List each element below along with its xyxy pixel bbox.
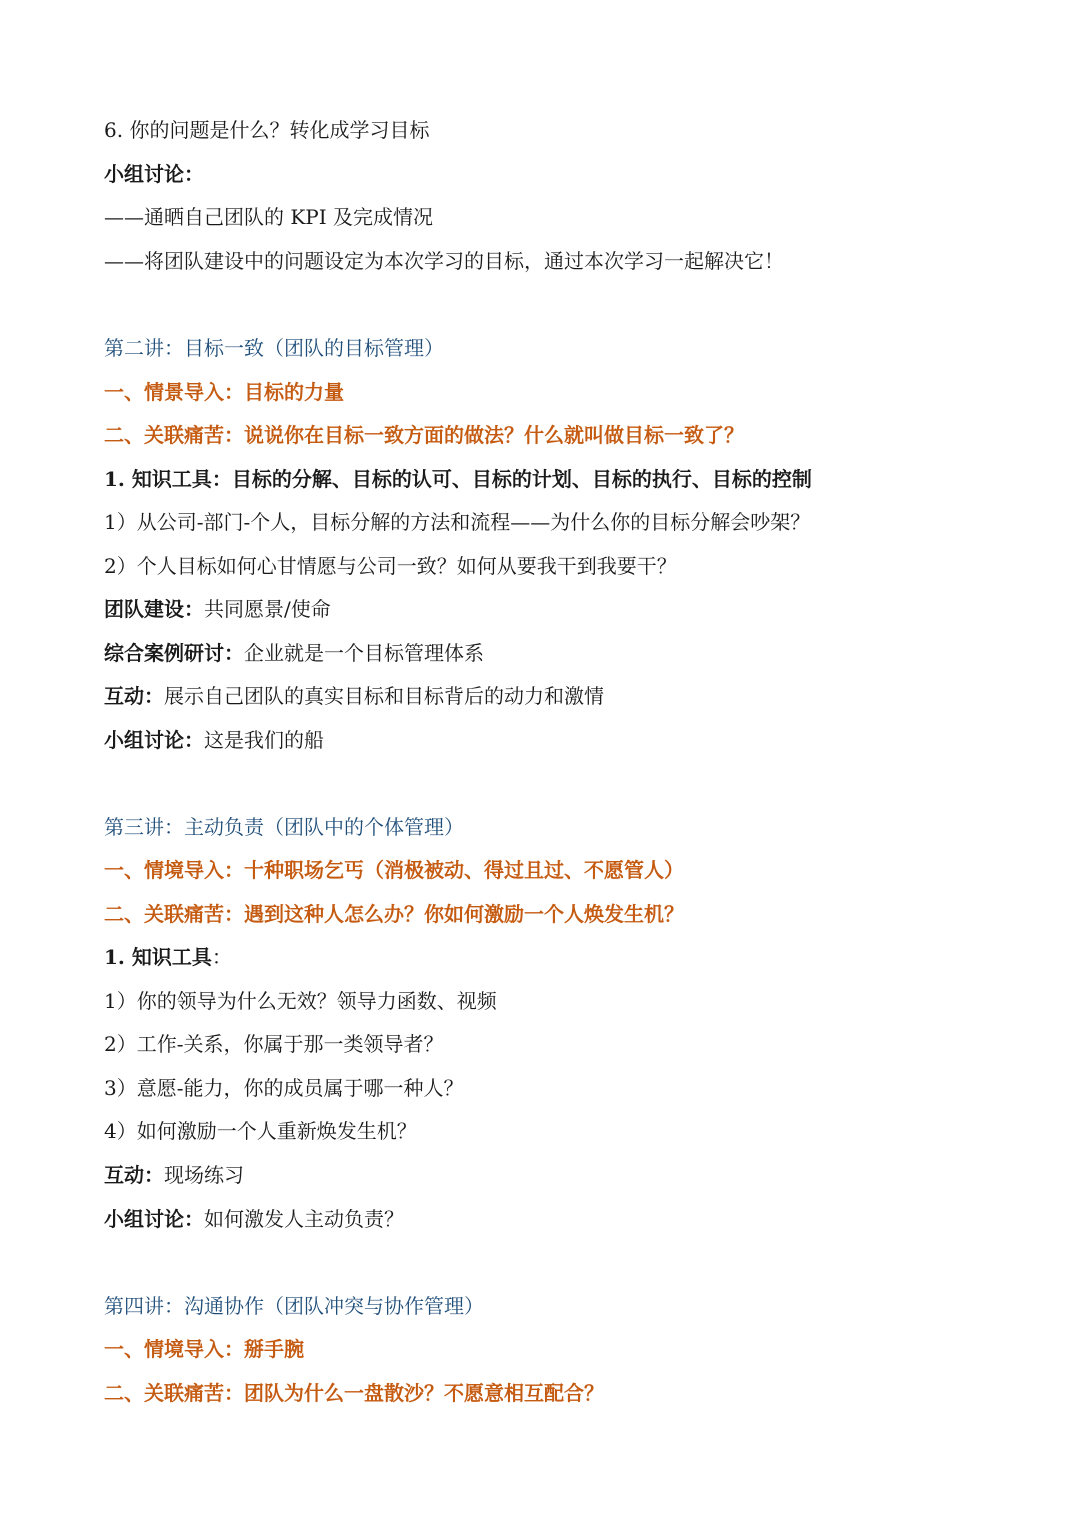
group-discussion-label: 小组讨论：: [104, 1207, 204, 1231]
lecture-3-group-discussion: [104, 1205, 404, 1233]
item-6-question: 6. 你的问题是什么？转化成学习目标: [104, 118, 430, 142]
lecture-3-tool-1: 1）你的领导为什么无效？领导力函数、视频: [104, 989, 497, 1013]
interaction-text: 现场练习: [164, 1163, 244, 1187]
lecture-2-group-discussion: [104, 726, 324, 754]
tools-label: 1. 知识工具: [104, 945, 212, 969]
group-discussion-label: 小组讨论：: [104, 162, 204, 186]
lecture-2-intro: 一、情景导入：目标的力量: [104, 380, 344, 404]
interaction-label: 互动：: [104, 684, 164, 708]
interaction-label: 互动：: [104, 1163, 164, 1187]
case-study-label: 综合案例研讨：: [104, 641, 244, 665]
lecture-2-interaction: [104, 682, 604, 710]
lecture-2-pain: 二、关联痛苦：说说你在目标一致方面的做法？什么就叫做目标一致了？: [104, 423, 744, 447]
lecture-3-tools: [104, 943, 232, 971]
lecture-3-interaction: [104, 1161, 244, 1189]
discussion-point-goal: ——将团队建设中的问题设定为本次学习的目标，通过本次学习一起解决它！: [104, 249, 784, 273]
lecture-4-pain: 二、关联痛苦：团队为什么一盘散沙？不愿意相互配合？: [104, 1381, 604, 1405]
lecture-3-heading: 第三讲：主动负责（团队中的个体管理）: [104, 815, 464, 839]
lecture-2-case-study: [104, 639, 484, 667]
tools-colon: ：: [211, 945, 232, 969]
lecture-3-intro: 一、情境导入：十种职场乞丐（消极被动、得过且过、不愿管人）: [104, 858, 684, 882]
lecture-3-pain: 二、关联痛苦：遇到这种人怎么办？你如何激励一个人焕发生机？: [104, 902, 684, 926]
lecture-3-tool-4: 4）如何激励一个人重新焕发生机？: [104, 1119, 417, 1143]
discussion-point-kpi: ——通晒自己团队的 KPI 及完成情况: [104, 205, 434, 229]
lecture-2-team-building: [104, 595, 331, 623]
group-discussion-label: 小组讨论：: [104, 728, 204, 752]
lecture-4-intro: 一、情境导入：掰手腕: [104, 1337, 304, 1361]
case-study-text: 企业就是一个目标管理体系: [244, 641, 484, 665]
team-building-label: 团队建设：: [104, 597, 204, 621]
lecture-2-heading: 第二讲：目标一致（团队的目标管理）: [104, 336, 444, 360]
team-building-text: 共同愿景/使命: [204, 597, 331, 621]
lecture-3-tool-2: 2）工作-关系，你属于那一类领导者？: [104, 1032, 444, 1056]
lecture-2-tools: 1. 知识工具：目标的分解、目标的认可、目标的计划、目标的执行、目标的控制: [104, 467, 812, 491]
lecture-4-heading: 第四讲：沟通协作（团队冲突与协作管理）: [104, 1294, 484, 1318]
group-discussion-text: 如何激发人主动负责？: [204, 1207, 404, 1231]
lecture-3-tool-3: 3）意愿-能力，你的成员属于哪一种人？: [104, 1076, 464, 1100]
lecture-2-tool-2: 2）个人目标如何心甘情愿与公司一致？如何从要我干到我要干？: [104, 554, 677, 578]
interaction-text: 展示自己团队的真实目标和目标背后的动力和激情: [164, 684, 604, 708]
group-discussion-text: 这是我们的船: [204, 728, 324, 752]
lecture-2-tool-1: 1）从公司-部门-个人，目标分解的方法和流程——为什么你的目标分解会吵架？: [104, 510, 811, 534]
